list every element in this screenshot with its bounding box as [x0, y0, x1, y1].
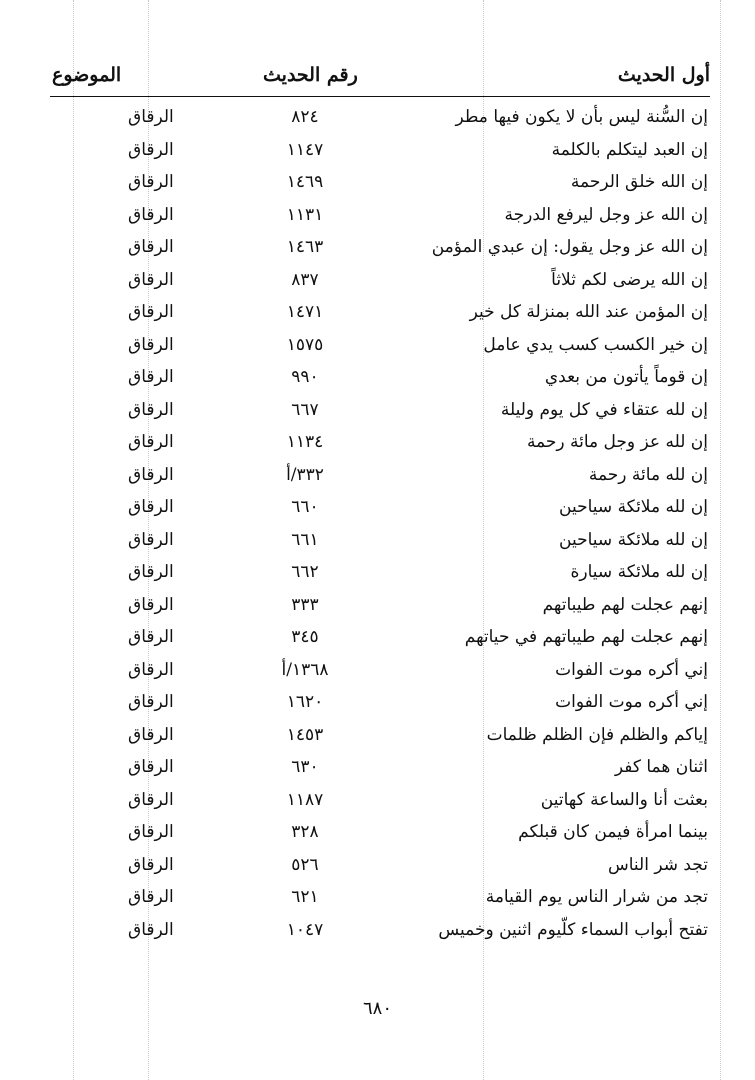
hadith-number: ٦٣٠: [291, 757, 319, 777]
table-row: [0, 233, 755, 266]
hadith-topic: الرقاق: [128, 659, 174, 680]
hadith-topic: الرقاق: [128, 334, 174, 355]
hadith-first-words: إن المؤمن عند الله بمنزلة كل خير: [469, 302, 708, 322]
page-number: ٦٨٠: [362, 998, 392, 1019]
hadith-topic: الرقاق: [128, 627, 174, 647]
hadith-first-words: إن لله مائة رحمة: [588, 464, 708, 485]
hadith-first-words: إن لله ملائكة سياحين: [559, 497, 708, 517]
hadith-number: ١٥٧٥: [286, 334, 324, 355]
hadith-number: ١١٣١: [286, 204, 324, 225]
hadith-first-words: إن لله ملائكة سياحين: [559, 529, 708, 550]
hadith-first-words: إن السُّنة ليس بأن لا يكون فيها مطر: [455, 107, 708, 127]
table-row: [0, 656, 755, 689]
hadith-number: ٨٢٤: [291, 107, 319, 127]
hadith-number: ١٣٦٨/أ: [281, 659, 329, 680]
table-row: [0, 591, 755, 624]
hadith-first-words: تجد من شرار الناس يوم القيامة: [485, 887, 708, 907]
hadith-first-words: بعثت أنا والساعة كهاتين: [540, 789, 708, 810]
hadith-number: ٩٩٠: [291, 367, 319, 387]
hadith-first-words: إن الله عز وجل ليرفع الدرجة: [504, 204, 708, 225]
hadith-first-words: إني أكره موت الفوات: [555, 659, 708, 680]
hadith-number: ١١٤٧: [286, 139, 324, 160]
hadith-number: ٦٦٠: [291, 497, 319, 517]
hadith-number: ١٤٦٣: [286, 237, 324, 257]
table-row: [0, 526, 755, 559]
hadith-first-words: إن خير الكسب كسب يدي عامل: [483, 334, 708, 355]
hadith-first-words: إني أكره موت الفوات: [555, 692, 708, 712]
hadith-topic: الرقاق: [128, 107, 174, 127]
hadith-first-words: إن لله عتقاء في كل يوم وليلة: [500, 399, 708, 420]
table-row: [0, 331, 755, 364]
hadith-topic: الرقاق: [128, 594, 174, 615]
hadith-number: ٣٢٨: [291, 822, 319, 842]
hadith-topic: الرقاق: [128, 919, 174, 940]
hadith-first-words: تفتح أبواب السماء كلّيوم اثنين وخميس: [438, 919, 708, 940]
hadith-topic: الرقاق: [128, 822, 174, 842]
hadith-topic: الرقاق: [128, 497, 174, 517]
hadith-topic: الرقاق: [128, 724, 174, 745]
header-hadith-number: رقم الحديث: [263, 64, 358, 86]
header-first-words: أول الحديث: [617, 64, 710, 86]
table-row: [0, 168, 755, 201]
table-row: [0, 396, 755, 429]
hadith-topic: الرقاق: [128, 562, 174, 582]
hadith-topic: الرقاق: [128, 789, 174, 810]
hadith-topic: الرقاق: [128, 302, 174, 322]
hadith-topic: الرقاق: [128, 464, 174, 485]
hadith-number: ١٤٥٣: [286, 724, 324, 745]
hadith-number: ١٤٦٩: [286, 172, 324, 192]
table-row: [0, 363, 755, 396]
hadith-topic: الرقاق: [128, 757, 174, 777]
hadith-number: ٦٢١: [291, 887, 319, 907]
header-topic: الموضوع: [52, 64, 122, 86]
hadith-first-words: اثنان هما كفر: [614, 757, 708, 777]
hadith-number: ٣٤٥: [291, 627, 319, 647]
table-row: [0, 493, 755, 526]
table-row: [0, 883, 755, 916]
hadith-topic: الرقاق: [128, 854, 174, 875]
hadith-topic: الرقاق: [128, 367, 174, 387]
hadith-topic: الرقاق: [128, 399, 174, 420]
table-row: [0, 136, 755, 169]
hadith-topic: الرقاق: [128, 204, 174, 225]
hadith-number: ٣٣٢/أ: [286, 464, 324, 485]
hadith-topic: الرقاق: [128, 887, 174, 907]
hadith-number: ١٦٢٠: [286, 692, 324, 712]
table-row: [0, 266, 755, 299]
table-row: [0, 558, 755, 591]
hadith-first-words: إنهم عجلت لهم طيباتهم: [542, 594, 708, 615]
hadith-topic: الرقاق: [128, 172, 174, 192]
hadith-number: ٨٣٧: [291, 269, 319, 290]
table-row: [0, 201, 755, 234]
table-row: [0, 818, 755, 851]
hadith-number: ١١٣٤: [286, 432, 324, 452]
hadith-first-words: إن الله عز وجل يقول: إن عبدي المؤمن: [431, 237, 708, 257]
hadith-number: ١٤٧١: [286, 302, 324, 322]
hadith-topic: الرقاق: [128, 692, 174, 712]
hadith-first-words: إن لله عز وجل مائة رحمة: [526, 432, 708, 452]
hadith-number: ٦٦١: [291, 529, 319, 550]
hadith-first-words: إياكم والظلم فإن الظلم ظلمات: [486, 724, 708, 745]
hadith-first-words: بينما امرأة فيمن كان قبلكم: [518, 822, 708, 842]
hadith-first-words: إن الله يرضى لكم ثلاثاً: [551, 269, 708, 290]
table-row: [0, 688, 755, 721]
table-row: [0, 103, 755, 136]
table-row: [0, 623, 755, 656]
hadith-first-words: إن لله ملائكة سيارة: [570, 562, 708, 582]
hadith-number: ٣٣٣: [291, 594, 319, 615]
hadith-first-words: إن الله خلق الرحمة: [570, 172, 708, 192]
header-rule: [50, 96, 710, 97]
table-row: [0, 753, 755, 786]
table-row: [0, 721, 755, 754]
hadith-first-words: إن قوماً يأتون من بعدي: [544, 367, 708, 387]
table-row: [0, 851, 755, 884]
hadith-number: ١٠٤٧: [286, 919, 324, 940]
hadith-topic: الرقاق: [128, 529, 174, 550]
table-row: [0, 786, 755, 819]
hadith-topic: الرقاق: [128, 237, 174, 257]
hadith-topic: الرقاق: [128, 139, 174, 160]
hadith-first-words: تجد شر الناس: [607, 854, 708, 875]
hadith-number: ١١٨٧: [286, 789, 324, 810]
table-header: [50, 62, 710, 94]
hadith-number: ٥٢٦: [291, 854, 319, 875]
hadith-first-words: إنهم عجلت لهم طيباتهم في حياتهم: [464, 627, 708, 647]
hadith-topic: الرقاق: [128, 269, 174, 290]
table-row: [0, 428, 755, 461]
hadith-topic: الرقاق: [128, 432, 174, 452]
hadith-first-words: إن العبد ليتكلم بالكلمة: [551, 139, 708, 160]
hadith-number: ٦٦٢: [291, 562, 319, 582]
table-row: [0, 298, 755, 331]
table-row: [0, 461, 755, 494]
table-row: [0, 916, 755, 949]
index-table: [0, 103, 755, 948]
hadith-number: ٦٦٧: [291, 399, 319, 420]
